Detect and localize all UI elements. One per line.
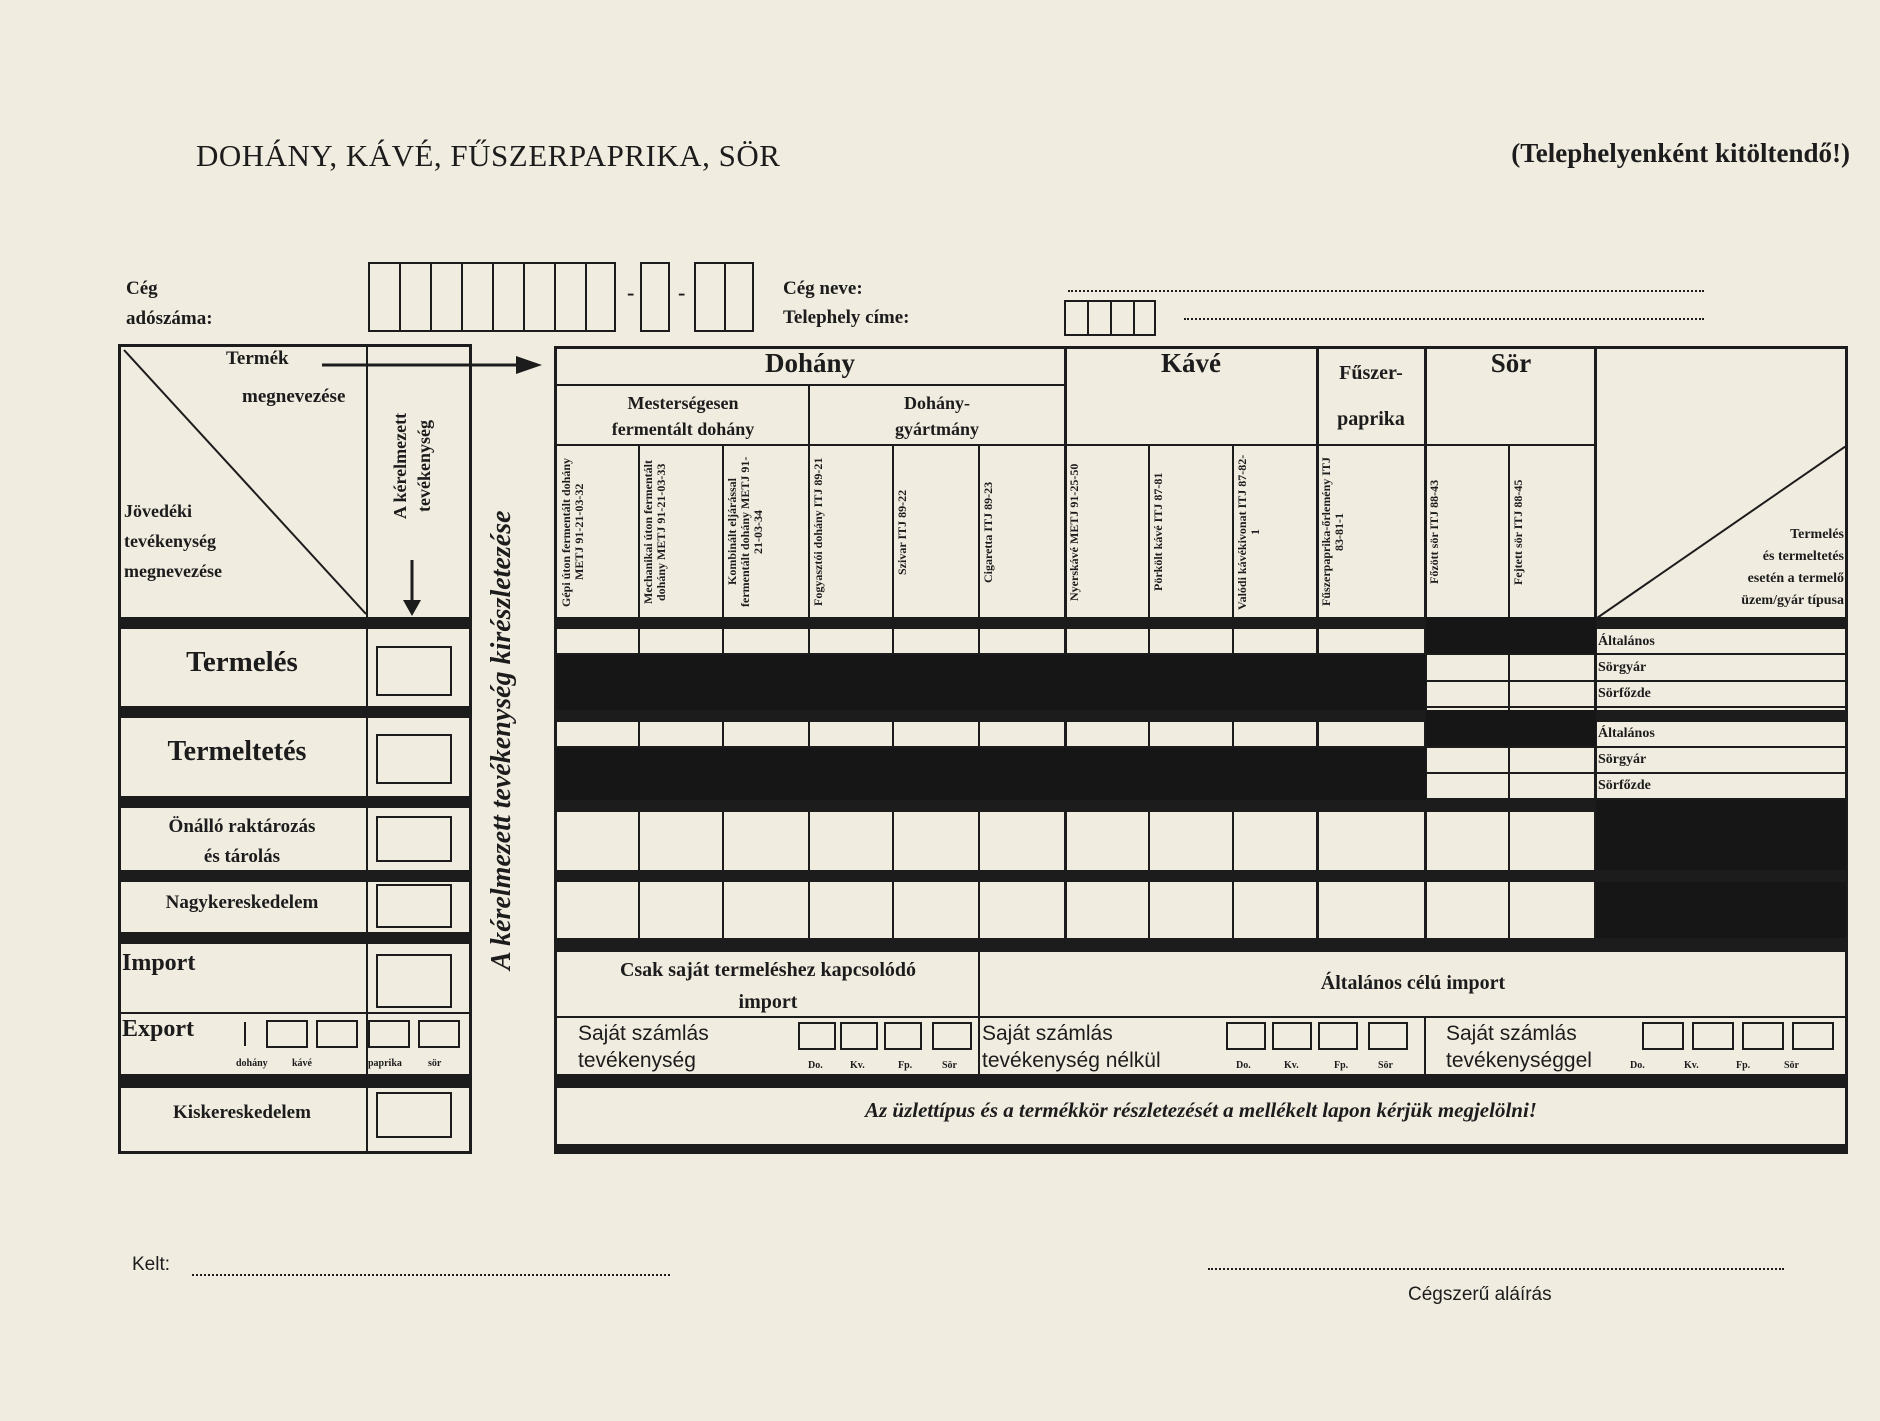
row-termeles: Termelés bbox=[186, 646, 298, 678]
exp1-kv-checkbox[interactable] bbox=[840, 1022, 878, 1050]
arrow-right-icon bbox=[322, 350, 544, 380]
export-sor-checkbox[interactable] bbox=[418, 1020, 460, 1048]
group-kave: Kávé bbox=[1161, 348, 1221, 378]
col-nyerskave: Nyerskávé METJ 91-25-50 bbox=[1067, 463, 1081, 601]
right-sep-1 bbox=[556, 617, 1846, 629]
diag-bottom-label: Jövedéki tevékenység megnevezése bbox=[124, 501, 222, 581]
footer-note: Az üzlettípus és a termékkör részletezését a mellékelt lapon kérjük megjelölni! bbox=[865, 1098, 1537, 1122]
termeltetes-line-1 bbox=[556, 746, 1846, 748]
type-sorfozde-2: Sörfőzde bbox=[1598, 778, 1651, 793]
signature-label: Cégszerű aláírás bbox=[1408, 1284, 1552, 1305]
signature-field[interactable] bbox=[1208, 1268, 1784, 1270]
import-export-line bbox=[556, 1016, 1846, 1018]
company-name-field[interactable] bbox=[1068, 290, 1704, 292]
tax-label: Cég adószáma: bbox=[126, 278, 213, 329]
requested-activity-header: A kérelmezett tevékenység bbox=[390, 412, 434, 520]
site-address-label: Telephely címe: bbox=[783, 307, 910, 328]
left-sep-5 bbox=[118, 932, 472, 944]
exp3-fp-checkbox[interactable] bbox=[1742, 1022, 1784, 1050]
export-dohany-checkbox[interactable] bbox=[266, 1020, 308, 1048]
col-cigaretta: Cigaretta ITJ 89-23 bbox=[981, 481, 995, 583]
right-bottom-rule bbox=[556, 1144, 1846, 1154]
row-nagykereskedelem: Nagykereskedelem bbox=[165, 892, 319, 913]
dohany-header-line bbox=[556, 384, 1064, 386]
kiskereskedelem-checkbox[interactable] bbox=[376, 1092, 452, 1138]
exp1-abbr-do: Do. bbox=[808, 1060, 823, 1071]
exp3-kv-checkbox[interactable] bbox=[1692, 1022, 1734, 1050]
exp3-abbr-sor: Sör bbox=[1784, 1060, 1799, 1071]
exp2-abbr-sor: Sör bbox=[1378, 1060, 1393, 1071]
row-import: Import bbox=[122, 950, 196, 976]
site-zip-field[interactable] bbox=[1064, 300, 1156, 336]
exp3-abbr-do: Do. bbox=[1630, 1060, 1645, 1071]
right-sep-2 bbox=[556, 710, 1846, 722]
row-termeltetes: Termeltetés bbox=[167, 736, 307, 767]
col-porkolt: Pörkölt kávé ITJ 87-81 bbox=[1151, 472, 1165, 592]
corner-label: Termelés és termeltetés esetén a termelő üzem/gyár típusa bbox=[1741, 527, 1844, 608]
nagykereskedelem-checkbox[interactable] bbox=[376, 884, 452, 928]
termeles-checkbox[interactable] bbox=[376, 646, 452, 696]
col-gepi: Gépi úton fermentált dohány METJ 91-21-03-32 bbox=[559, 457, 586, 607]
diag-mid-label: megnevezése bbox=[242, 386, 346, 407]
group-gyartmany: Dohány- gyártmány bbox=[895, 393, 979, 439]
col-szivar: Szivar ITJ 89-22 bbox=[895, 489, 909, 575]
import-general: Általános célú import bbox=[1320, 972, 1506, 994]
right-sep-4 bbox=[556, 870, 1846, 882]
tax-dash-2: - bbox=[678, 280, 686, 305]
export-tick bbox=[244, 1022, 246, 1046]
exp2-fp-checkbox[interactable] bbox=[1318, 1022, 1358, 1050]
company-name-label: Cég neve: bbox=[783, 278, 863, 299]
sep-dohany-kave bbox=[1064, 346, 1067, 940]
site-address-field[interactable] bbox=[1184, 318, 1704, 320]
exp2-sor-checkbox[interactable] bbox=[1368, 1022, 1408, 1050]
exp2-kv-checkbox[interactable] bbox=[1272, 1022, 1312, 1050]
sor-termeles-dark bbox=[1426, 617, 1596, 655]
exp2-abbr-do: Do. bbox=[1236, 1060, 1251, 1071]
form-note: (Telephelyenként kitöltendő!) bbox=[1511, 138, 1850, 168]
col-kavekivonat: Valódi kávékivonat ITJ 87-82-1 bbox=[1235, 454, 1262, 610]
left-sep-import-export bbox=[118, 1012, 472, 1014]
detail-vertical-caption: A kérelmezett tevékenység kirészletezése bbox=[486, 510, 517, 970]
type-sorgyar-2: Sörgyár bbox=[1598, 752, 1647, 767]
col-mechanikai: Mechanikai úton fermentált dohány METJ 91-21-03-33 bbox=[641, 460, 668, 604]
type-altalanos-1: Általános bbox=[1598, 634, 1655, 649]
left-sep-2 bbox=[118, 706, 472, 718]
exp3-abbr-kv: Kv. bbox=[1684, 1060, 1699, 1071]
tax-number-field-2[interactable] bbox=[640, 262, 670, 332]
raktarozas-checkbox[interactable] bbox=[376, 816, 452, 862]
date-field[interactable] bbox=[192, 1274, 670, 1276]
export-section-2: Saját számlás tevékenység nélkül bbox=[982, 1022, 1161, 1072]
left-sep-3 bbox=[118, 796, 472, 808]
import-own: Csak saját termeléshez kapcsolódó import bbox=[619, 959, 917, 1013]
exp1-abbr-sor: Sör bbox=[942, 1060, 957, 1071]
import-split bbox=[978, 950, 980, 1074]
exp1-abbr-kv: Kv. bbox=[850, 1060, 865, 1071]
left-sep-6 bbox=[118, 1074, 472, 1088]
export-sub-sor: sör bbox=[428, 1058, 442, 1069]
termeltetes-line-2 bbox=[1426, 772, 1846, 774]
tax-dash-1: - bbox=[627, 280, 635, 305]
exp3-do-checkbox[interactable] bbox=[1642, 1022, 1684, 1050]
arrow-down-icon bbox=[400, 560, 424, 618]
termeles-line-1 bbox=[556, 653, 1846, 655]
import-checkbox[interactable] bbox=[376, 954, 452, 1008]
exp2-do-checkbox[interactable] bbox=[1226, 1022, 1266, 1050]
tax-number-field-1[interactable] bbox=[368, 262, 616, 332]
export-section-1: Saját számlás tevékenység bbox=[578, 1022, 709, 1072]
header-group-line bbox=[556, 444, 1596, 446]
type-altalanos-2: Általános bbox=[1598, 726, 1655, 741]
termeles-line-2 bbox=[1426, 680, 1846, 682]
exp2-abbr-kv: Kv. bbox=[1284, 1060, 1299, 1071]
exp3-sor-checkbox[interactable] bbox=[1792, 1022, 1834, 1050]
left-sep-1 bbox=[118, 617, 472, 629]
sep-kave-fuszer bbox=[1316, 346, 1319, 940]
type-sorfozde-1: Sörfőzde bbox=[1598, 686, 1651, 701]
right-sep-6 bbox=[556, 1074, 1846, 1088]
export-section-3: Saját számlás tevékenységgel bbox=[1446, 1022, 1592, 1072]
col-fogyasztoi: Fogyasztói dohány ITJ 89-21 bbox=[811, 457, 825, 607]
export-sub-dohany: dohány bbox=[236, 1058, 268, 1069]
group-sor: Sör bbox=[1490, 348, 1532, 378]
exp2-abbr-fp: Fp. bbox=[1334, 1060, 1349, 1071]
group-dohany: Dohány bbox=[764, 348, 856, 378]
exp1-fp-checkbox[interactable] bbox=[884, 1022, 922, 1050]
export-kave-checkbox[interactable] bbox=[316, 1020, 358, 1048]
type-sorgyar-1: Sörgyár bbox=[1598, 660, 1647, 675]
export-split-2 bbox=[1424, 1016, 1426, 1074]
export-paprika-checkbox[interactable] bbox=[368, 1020, 410, 1048]
exp3-abbr-fp: Fp. bbox=[1736, 1060, 1751, 1071]
tax-number-field-3[interactable] bbox=[694, 262, 754, 332]
export-sub-paprika: paprika bbox=[368, 1058, 402, 1069]
row-export: Export bbox=[122, 1016, 194, 1042]
sor-termeltetes-dark bbox=[1426, 710, 1596, 748]
col-fuszerpaprika: Fűszerpaprika-őrlemény ITJ 83-81-1 bbox=[1319, 457, 1346, 607]
exp1-sor-checkbox[interactable] bbox=[932, 1022, 972, 1050]
form-title: DOHÁNY, KÁVÉ, FŰSZERPAPRIKA, SÖR bbox=[196, 138, 781, 173]
col-kombinalt: Kombinált eljárással fermentált dohány METJ 91-21-03-34 bbox=[725, 456, 765, 608]
group-mesterseges: Mesterségesen fermentált dohány bbox=[611, 393, 755, 439]
export-sub-kave: kávé bbox=[292, 1058, 312, 1069]
termeltetes-checkbox[interactable] bbox=[376, 734, 452, 784]
col-fozott-sor: Főzött sör ITJ 88-43 bbox=[1427, 479, 1441, 585]
date-label: Kelt: bbox=[132, 1254, 171, 1275]
right-sep-5 bbox=[556, 938, 1846, 952]
row-kiskereskedelem: Kiskereskedelem bbox=[173, 1102, 311, 1123]
exp1-abbr-fp: Fp. bbox=[898, 1060, 913, 1071]
diag-top-label: Termék bbox=[226, 348, 289, 369]
exp1-do-checkbox[interactable] bbox=[798, 1022, 836, 1050]
group-fuszerpaprika: Fűszer- paprika bbox=[1337, 362, 1405, 430]
col-fejtett-sor: Fejtett sör ITJ 88-45 bbox=[1511, 479, 1525, 585]
col-sep-11 bbox=[1508, 446, 1510, 940]
row-raktarozas: Önálló raktározás és tárolás bbox=[168, 816, 316, 867]
termeles-line-3 bbox=[1426, 706, 1846, 708]
